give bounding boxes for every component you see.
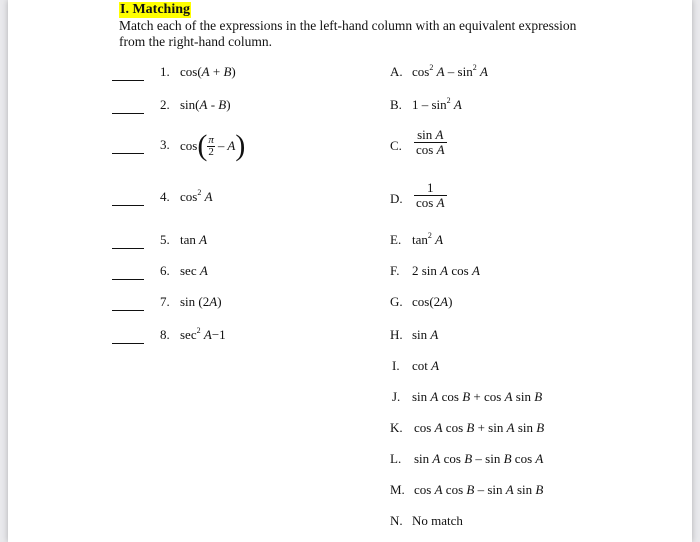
question-expression-6: sec A — [180, 263, 208, 278]
option-letter-h: H. — [390, 327, 403, 342]
option-expression-h: sin A — [412, 327, 439, 342]
question-number-3: 3. — [160, 137, 170, 152]
question-number-5: 5. — [160, 232, 170, 247]
question-expression-2: sin(A - B) — [180, 97, 231, 112]
option-expression-b: $1 - \sin^2 A$ — [412, 96, 462, 112]
worksheet-page — [8, 0, 692, 542]
option-expression-a: $\cos^2 A - \sin^2 A$ — [412, 63, 488, 79]
option-expression-k: cos A cos B + sin A sin B — [414, 420, 545, 435]
option-letter-e: E. — [390, 232, 402, 247]
question-number-2: 2. — [160, 97, 170, 112]
option-letter-f: F. — [390, 263, 400, 278]
option-letter-a: A. — [390, 64, 403, 79]
question-expression-5: tan A — [180, 232, 208, 247]
question-number-6: 6. — [160, 263, 170, 278]
option-expression-l: sin A cos B – sin B cos A — [414, 451, 544, 466]
answer-blank-4[interactable] — [112, 205, 144, 206]
option-letter-l: L. — [390, 451, 402, 466]
option-expression-f: 2 sin A cos A — [412, 263, 480, 278]
question-number-4: 4. — [160, 189, 170, 204]
option-expression-i: cot A — [412, 358, 440, 373]
option-letter-g: G. — [390, 294, 403, 309]
answer-blank-5[interactable] — [112, 248, 144, 249]
question-expression-3: cos ( $\frac{\pi}{2}$ – A ) — [180, 129, 246, 162]
question-number-1: 1. — [160, 64, 170, 79]
answer-blank-1[interactable] — [112, 80, 144, 81]
answer-blank-6[interactable] — [112, 279, 144, 280]
option-expression-j: sin A cos B + cos A sin B — [412, 389, 543, 404]
option-letter-c: C. — [390, 138, 402, 153]
answer-blank-3[interactable] — [112, 153, 144, 154]
answer-blank-8[interactable] — [112, 343, 144, 344]
option-expression-g: cos(2A) — [412, 294, 453, 309]
option-expression-c: $\frac{\text{sin A}}{\text{cos A}}$ — [416, 127, 445, 157]
option-letter-i: I. — [392, 358, 400, 373]
answer-blank-7[interactable] — [112, 310, 144, 311]
option-letter-m: M. — [390, 482, 405, 497]
question-expression-8: $\sec^2 A-1$ — [180, 326, 226, 342]
question-expression-1: cos(A + B) — [180, 64, 236, 79]
option-expression-n: No match — [412, 513, 463, 528]
option-letter-d: D. — [390, 191, 403, 206]
instructions: Match each of the expressions in the left-hand column with an equivalent expression from the right-hand column. — [119, 18, 577, 49]
question-expression-4: $\cos^2 A$ — [180, 188, 213, 204]
option-letter-j: J. — [392, 389, 401, 404]
option-letter-k: K. — [390, 420, 403, 435]
question-number-8: 8. — [160, 327, 170, 342]
question-expression-7: sin (2A) — [180, 294, 222, 309]
option-expression-d: $\frac{1}{\text{cos A}}$ — [416, 180, 445, 210]
option-expression-m: cos A cos B – sin A sin B — [414, 482, 544, 497]
option-letter-b: B. — [390, 97, 402, 112]
question-number-7: 7. — [160, 294, 170, 309]
option-expression-e: $\tan^2 A$ — [412, 231, 444, 247]
answer-blank-2[interactable] — [112, 113, 144, 114]
option-letter-n: N. — [390, 513, 403, 528]
section-heading: I. Matching — [120, 2, 190, 17]
